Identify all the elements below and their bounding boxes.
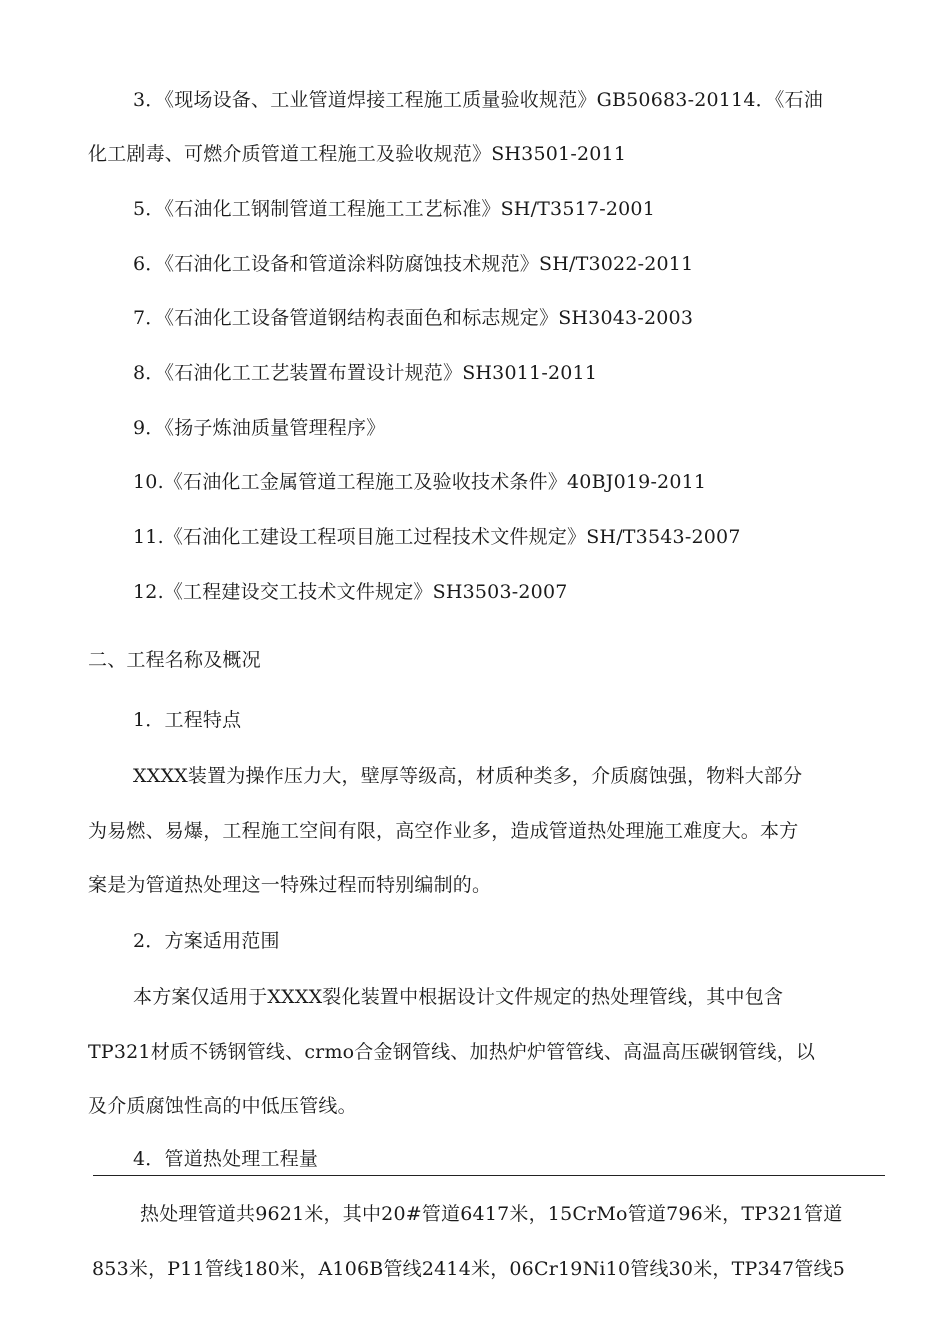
horizontal-divider	[93, 1175, 885, 1176]
paragraph-line: 853米，P11管线180米，A106B管线2414米，06Cr19Ni10管线30米，TP347管线5	[92, 1258, 846, 1280]
subheading-quantity: 4．管道热处理工程量	[133, 1148, 319, 1170]
paragraph-line: XXXX装置为操作压力大，壁厚等级高，材质种类多，介质腐蚀强，物料大部分	[133, 765, 803, 787]
ref-item-8: 8．《石油化工工艺装置布置设计规范》SH3011-2011	[133, 362, 598, 384]
paragraph-line: 案是为管道热处理这一特殊过程而特别编制的。	[88, 874, 492, 896]
subheading-scope: 2．方案适用范围	[133, 930, 280, 952]
paragraph-line: 热处理管道共9621米，其中20#管道6417米，15CrMo管道796米，TP321管道	[140, 1203, 843, 1225]
ref-item-10: 10.《石油化工金属管道工程施工及验收技术条件》40BJ019-2011	[133, 471, 707, 493]
paragraph-line: TP321材质不锈钢管线、crmo合金钢管线、加热炉炉管管线、高温高压碳钢管线，以	[88, 1041, 816, 1063]
ref-item-3: 3．《现场设备、工业管道焊接工程施工质量验收规范》GB50683-20114．《石油	[133, 89, 823, 111]
ref-item-4-cont: 化工剧毒、可燃介质管道工程施工及验收规范》SH3501-2011	[88, 143, 627, 165]
ref-item-5: 5．《石油化工钢制管道工程施工工艺标准》SH/T3517-2001	[133, 198, 655, 220]
subheading-features: 1．工程特点	[133, 709, 242, 731]
ref-item-7: 7．《石油化工设备管道钢结构表面色和标志规定》SH3043-2003	[133, 307, 694, 329]
ref-item-11: 11.《石油化工建设工程项目施工过程技术文件规定》SH/T3543-2007	[133, 526, 741, 548]
ref-item-9: 9．《扬子炼油质量管理程序》	[133, 417, 386, 439]
ref-item-6: 6．《石油化工设备和管道涂料防腐蚀技术规范》SH/T3022-2011	[133, 253, 694, 275]
paragraph-line: 及介质腐蚀性高的中低压管线。	[88, 1095, 357, 1117]
paragraph-line: 本方案仅适用于XXXX裂化装置中根据设计文件规定的热处理管线，其中包含	[133, 986, 784, 1008]
paragraph-line: 为易燃、易爆，工程施工空间有限，高空作业多，造成管道热处理施工难度大。本方	[88, 820, 799, 842]
section-heading: 二、工程名称及概况	[88, 649, 261, 671]
ref-item-12: 12.《工程建设交工技术文件规定》SH3503-2007	[133, 581, 568, 603]
